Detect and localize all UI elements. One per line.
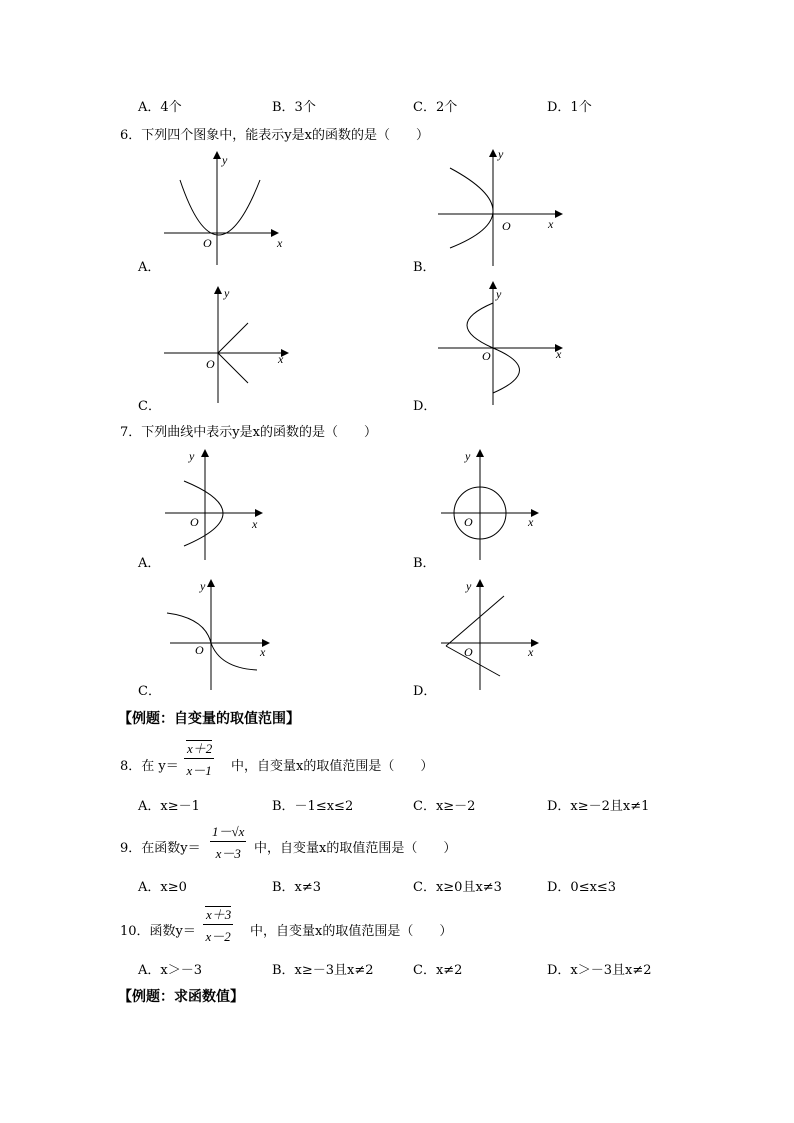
- q10-prefix: 10．函数y＝: [120, 924, 196, 939]
- q8-option-a: A．x≥－1: [138, 799, 200, 814]
- q9-prefix: 9．在函数y＝: [120, 841, 201, 856]
- q10-denominator: x－2: [205, 929, 231, 944]
- q9-fraction: [210, 821, 246, 862]
- q7-label-b: B．: [413, 556, 436, 571]
- q10-option-d: D．x＞－3且x≠2: [547, 963, 652, 978]
- axis-x-label: x: [528, 645, 534, 659]
- axis-y-label: y: [189, 449, 195, 463]
- axis-y-label: y: [222, 153, 228, 167]
- q8-fraction: [184, 738, 214, 779]
- axis-y-label: y: [224, 286, 230, 300]
- q9-numerator: 1－√x: [210, 821, 246, 842]
- q10-suffix: 中，自变量x的取值范围是（ ）: [250, 924, 453, 939]
- q8-option-b: B．－1≤x≤2: [272, 799, 354, 814]
- q9-option-a: A．x≥0: [138, 880, 187, 895]
- q5-option-d: D．1个: [547, 100, 592, 115]
- axis-x-label: x: [252, 517, 258, 531]
- q9-suffix: 中，自变量x的取值范围是（ ）: [254, 841, 457, 856]
- q7-label-d: D．: [413, 684, 437, 699]
- q7-label-c: C．: [138, 684, 161, 699]
- q10-numerator: x＋3: [206, 907, 232, 922]
- origin-label: O: [464, 645, 473, 659]
- q8-suffix: 中，自变量x的取值范围是（ ）: [231, 759, 434, 774]
- axis-x-label: x: [556, 347, 562, 361]
- q6-graph-a: [160, 150, 300, 270]
- origin-label: O: [464, 515, 473, 529]
- q6-label-a: A．: [138, 260, 161, 275]
- axis-y-label: y: [200, 579, 206, 593]
- q10-option-b: B．x≥－3且x≠2: [272, 963, 374, 978]
- axis-x-label: x: [548, 217, 554, 231]
- axis-x-label: x: [260, 645, 266, 659]
- q8-numerator: x＋2: [187, 741, 213, 756]
- q6-label-b: B．: [413, 260, 436, 275]
- section-title-function-value: 【例题：求函数值】: [118, 989, 244, 1005]
- axis-y-label: y: [498, 147, 504, 161]
- q9-option-b: B．x≠3: [272, 880, 322, 895]
- origin-label: O: [502, 219, 511, 233]
- q7-stem: 7．下列曲线中表示y是x的函数的是（ ）: [120, 425, 377, 440]
- q6-label-d: D．: [413, 399, 437, 414]
- q5-option-b: B．3个: [272, 100, 316, 115]
- q8-prefix: 8．在 y＝: [120, 759, 179, 774]
- q6-stem: 6．下列四个图象中，能表示y是x的函数的是（ ）: [120, 128, 429, 143]
- q10-option-a: A．x＞－3: [138, 963, 202, 978]
- q7-graph-b: [438, 448, 558, 563]
- origin-label: O: [203, 236, 212, 250]
- q7-graph-d: [438, 578, 558, 693]
- axis-x-label: x: [528, 515, 534, 529]
- q6-graph-d: [436, 280, 576, 410]
- q10-fraction: [203, 904, 233, 945]
- axis-y-label: y: [466, 579, 472, 593]
- origin-label: O: [482, 349, 491, 363]
- q9-option-d: D．0≤x≤3: [547, 880, 617, 895]
- q7-label-a: A．: [138, 556, 161, 571]
- q6-graph-c: [160, 285, 300, 405]
- q9-denominator: x－3: [215, 846, 241, 861]
- q6-label-c: C．: [138, 399, 161, 414]
- q7-graph-c: [165, 578, 285, 693]
- q5-option-c: C．2个: [413, 100, 458, 115]
- origin-label: O: [190, 515, 199, 529]
- origin-label: O: [206, 357, 215, 371]
- q9-option-c: C．x≥0且x≠3: [413, 880, 502, 895]
- q8-option-d: D．x≥－2且x≠1: [547, 799, 650, 814]
- q10-option-c: C．x≠2: [413, 963, 463, 978]
- q7-graph-a: [162, 448, 282, 563]
- q5-option-a: A．4个: [138, 100, 182, 115]
- section-title-domain: 【例题：自变量的取值范围】: [118, 711, 300, 727]
- origin-label: O: [195, 643, 204, 657]
- axis-y-label: y: [465, 449, 471, 463]
- q8-denominator: x－1: [186, 763, 212, 778]
- axis-y-label: y: [496, 287, 502, 301]
- q6-graph-b: [436, 148, 576, 268]
- q8-option-c: C．x≥－2: [413, 799, 476, 814]
- axis-x-label: x: [277, 236, 283, 250]
- axis-x-label: x: [278, 352, 284, 366]
